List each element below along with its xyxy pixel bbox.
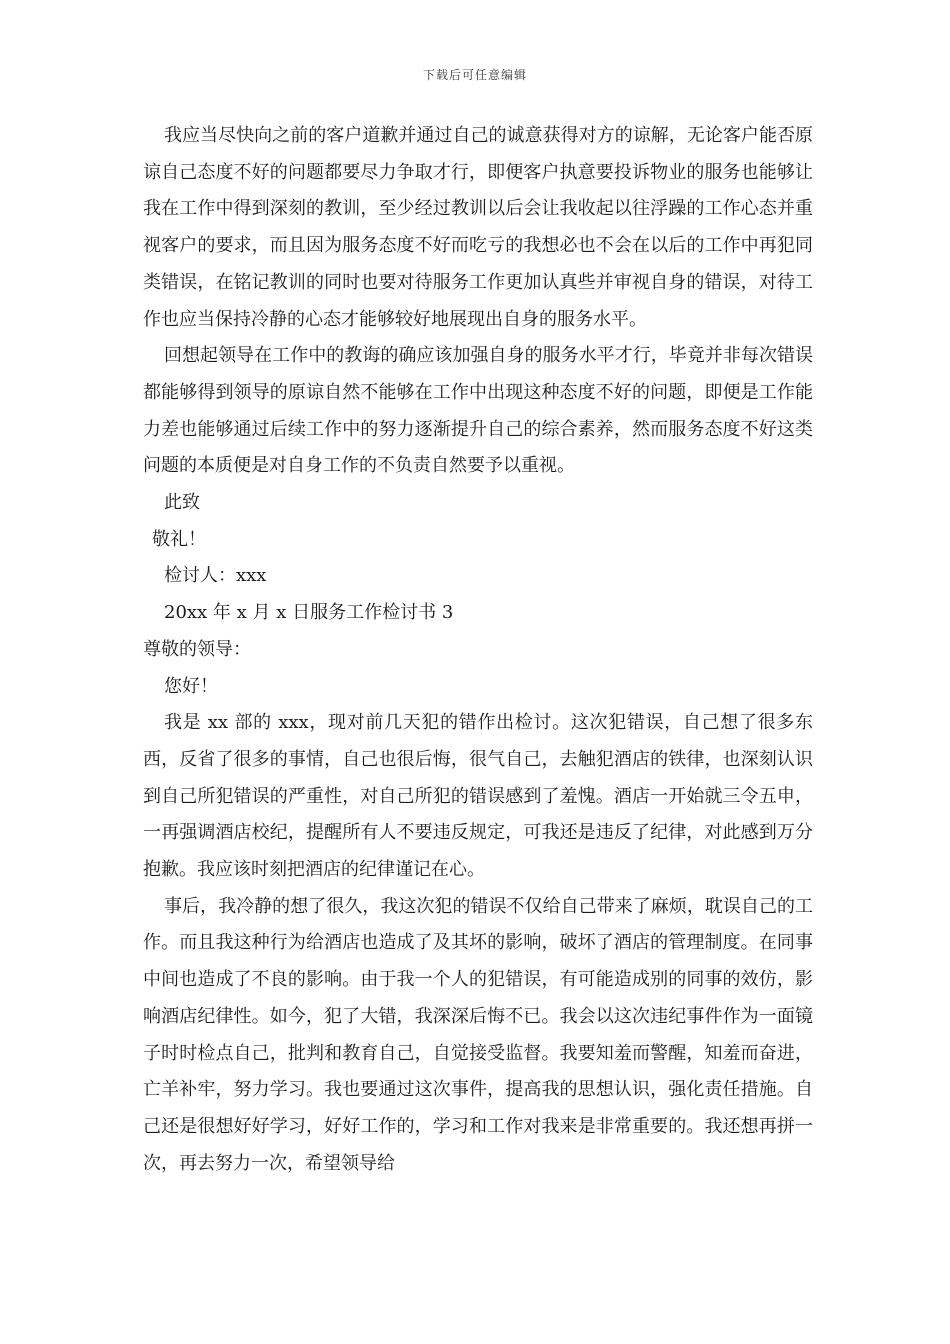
salutation: 尊敬的领导： bbox=[143, 638, 251, 660]
date-and-title: 20xx 年 x 月 x 日服务工作检讨书 3 bbox=[164, 602, 454, 624]
paragraph-apology: 我应当尽快向之前的客户道歉并通过自己的诚意获得对方的谅解，无论客户能否原谅自己态度不好的问题都要尽力争取才行，即便客户执意要投诉物业的服务也能够让我在工作中得到深刻的教训，至少经过教训以后会让我收起以往浮躁的工作心态并重视客户的要求，而且因为服务态度不好而吃亏的我想必也不会在以后的工作中再犯同类错误，在铭记教训的同时也要对待服务工作更加认真些并审视自身的错误，对待工作也应当保持冷静的心态才能够较好地展现出自身的服务水平。 bbox=[143, 125, 813, 330]
paragraph-confession: 我是 xx 部的 xxx，现对前几天犯的错作出检讨。这次犯错误，自己想了很多东西，反省了很多的事情，自己也很后悔，很气自己，去触犯酒店的铁律，也深刻认识到自己所犯错误的严重性，对自己所犯的错误感到了羞愧。酒店一开始就三令五申，一再强调酒店校纪，提醒所有人不要违反规定，可我还是违反了纪律，对此感到万分抱歉。我应该时刻把酒店的纪律谨记在心。 bbox=[143, 712, 813, 881]
greeting: 您好！ bbox=[164, 675, 218, 697]
download-note: 下载后可任意编辑 bbox=[422, 68, 527, 82]
signer-line: 检讨人：xxx bbox=[164, 565, 267, 587]
closing-cizhi: 此致 bbox=[164, 492, 200, 514]
document-body bbox=[143, 118, 813, 1182]
paragraph-reflection: 回想起领导在工作中的教诲的确应该加强自身的服务水平才行，毕竟并非每次错误都能够得到领导的原谅自然不能够在工作中出现这种态度不好的问题，即便是工作能力差也能够通过后续工作中的努力逐渐提升自己的综合素养，然而服务态度不好这类问题的本质便是对自身工作的不负责自然要予以重视。 bbox=[143, 345, 813, 477]
paragraph-aftermath: 事后，我冷静的想了很久，我这次犯的错误不仅给自己带来了麻烦，耽误自己的工作。而且我这种行为给酒店也造成了及其坏的影响，破坏了酒店的管理制度。在同事中间也造成了不良的影响。由于我一个人的犯错误，有可能造成别的同事的效仿，影响酒店纪律性。如今，犯了大错，我深深后悔不已。我会以这次违纪事件作为一面镜子时时检点自己，批判和教育自己，自觉接受监督。我要知羞而警醒，知羞而奋进，亡羊补牢，努力学习。我也要通过这次事件，提高我的思想认识，强化责任措施。自己还是很想好好学习，好好工作的，学习和工作对我来是非常重要的。我还想再拼一次，再去努力一次，希望领导给 bbox=[143, 895, 813, 1174]
closing-jingli: 敬礼！ bbox=[152, 528, 206, 550]
